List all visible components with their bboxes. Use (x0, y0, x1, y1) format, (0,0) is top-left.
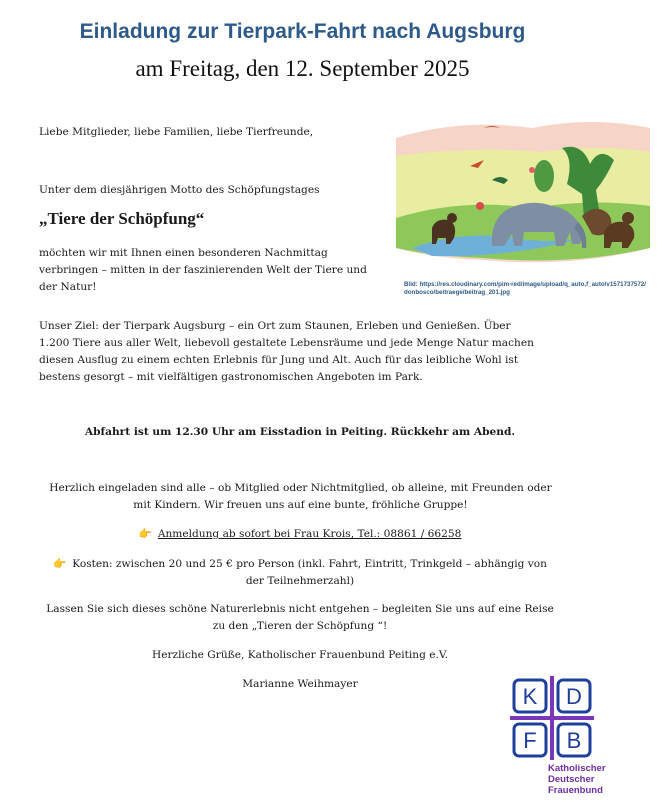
departure-text: Abfahrt ist um 12.30 Uhr am Eisstadion in Peiting. Rückkehr am Abend. (84, 426, 516, 438)
motto-intro: Unter dem diesjährigen Motto des Schöpfungstages (39, 184, 320, 196)
closing-text: Lassen Sie sich dieses schöne Naturerlebnis nicht entgehen – begleiten Sie uns auf eine Reise zu den „Tieren der Schöpfung “! (46, 603, 554, 632)
pointing-hand-icon: 👉 (53, 558, 67, 570)
logo-line-3: Frauenbund (548, 785, 603, 796)
page-title: Einladung zur Tierpark-Fahrt nach Augsburg (79, 20, 526, 43)
logo-line-2: Deutscher (548, 774, 595, 785)
logo-line-1: Katholischer (548, 763, 606, 774)
signature: Marianne Weihmayer (242, 678, 358, 690)
page-subtitle: am Freitag, den 12. September 2025 (135, 56, 470, 81)
motto-heading: „Tiere der Schöpfung“ (39, 209, 205, 228)
pointing-hand-icon: 👉 (138, 528, 152, 540)
registration-text: Anmeldung ab sofort bei Frau Krois, Tel.: 08861 / 66258 (157, 528, 462, 540)
greeting: Liebe Mitglieder, liebe Familien, liebe Tierfreunde, (39, 126, 314, 138)
costs-line (50, 556, 550, 590)
logo-letter-f: F (523, 728, 537, 753)
goal-text: Unser Ziel: der Tierpark Augsburg – ein Ort zum Staunen, Erleben und Genießen. Über 1.200 Tiere aus aller Welt, liebevoll gestaltete Lebensräume und jede Menge Natur machen diesen Ausflug zu einem echten Erlebnis für Jung und Alt. Auch für das leibliche Wohl ist bestens gesorgt – mit vielfältigen gastronomischen Angeboten im Park. (39, 320, 534, 383)
regards-text: Herzliche Grüße, Katholischer Frauenbund Peiting e.V. (151, 649, 449, 661)
logo-letter-k: K (522, 684, 538, 709)
kdfb-logo (510, 676, 594, 760)
logo-letter-b: B (566, 728, 582, 753)
image-caption: Bild: https://res.cloudinary.com/pim-red/image/upload/q_auto,f_auto/v1571737572/donbosco/beitraege/beitrag_201.jpg (404, 281, 646, 296)
costs-text: Kosten: zwischen 20 und 25 € pro Person (inkl. Fahrt, Eintritt, Trinkgeld – abhängig von der Teilnehmerzahl) (72, 558, 547, 587)
invite-text: Herzlich eingeladen sind alle – ob Mitglied oder Nichtmitglied, ob alleine, mit Freunden oder mit Kindern. Wir freuen uns auf eine bunte, fröhliche Gruppe! (49, 482, 552, 511)
afternoon-text: möchten wir mit Ihnen einen besonderen Nachmittag verbringen – mitten in der faszinierenden Welt der Tiere und der Natur! (39, 247, 367, 293)
logo-wordmark (548, 763, 606, 796)
registration-line (0, 526, 600, 543)
animal-illustration (392, 98, 654, 276)
logo-letter-d: D (566, 684, 582, 709)
